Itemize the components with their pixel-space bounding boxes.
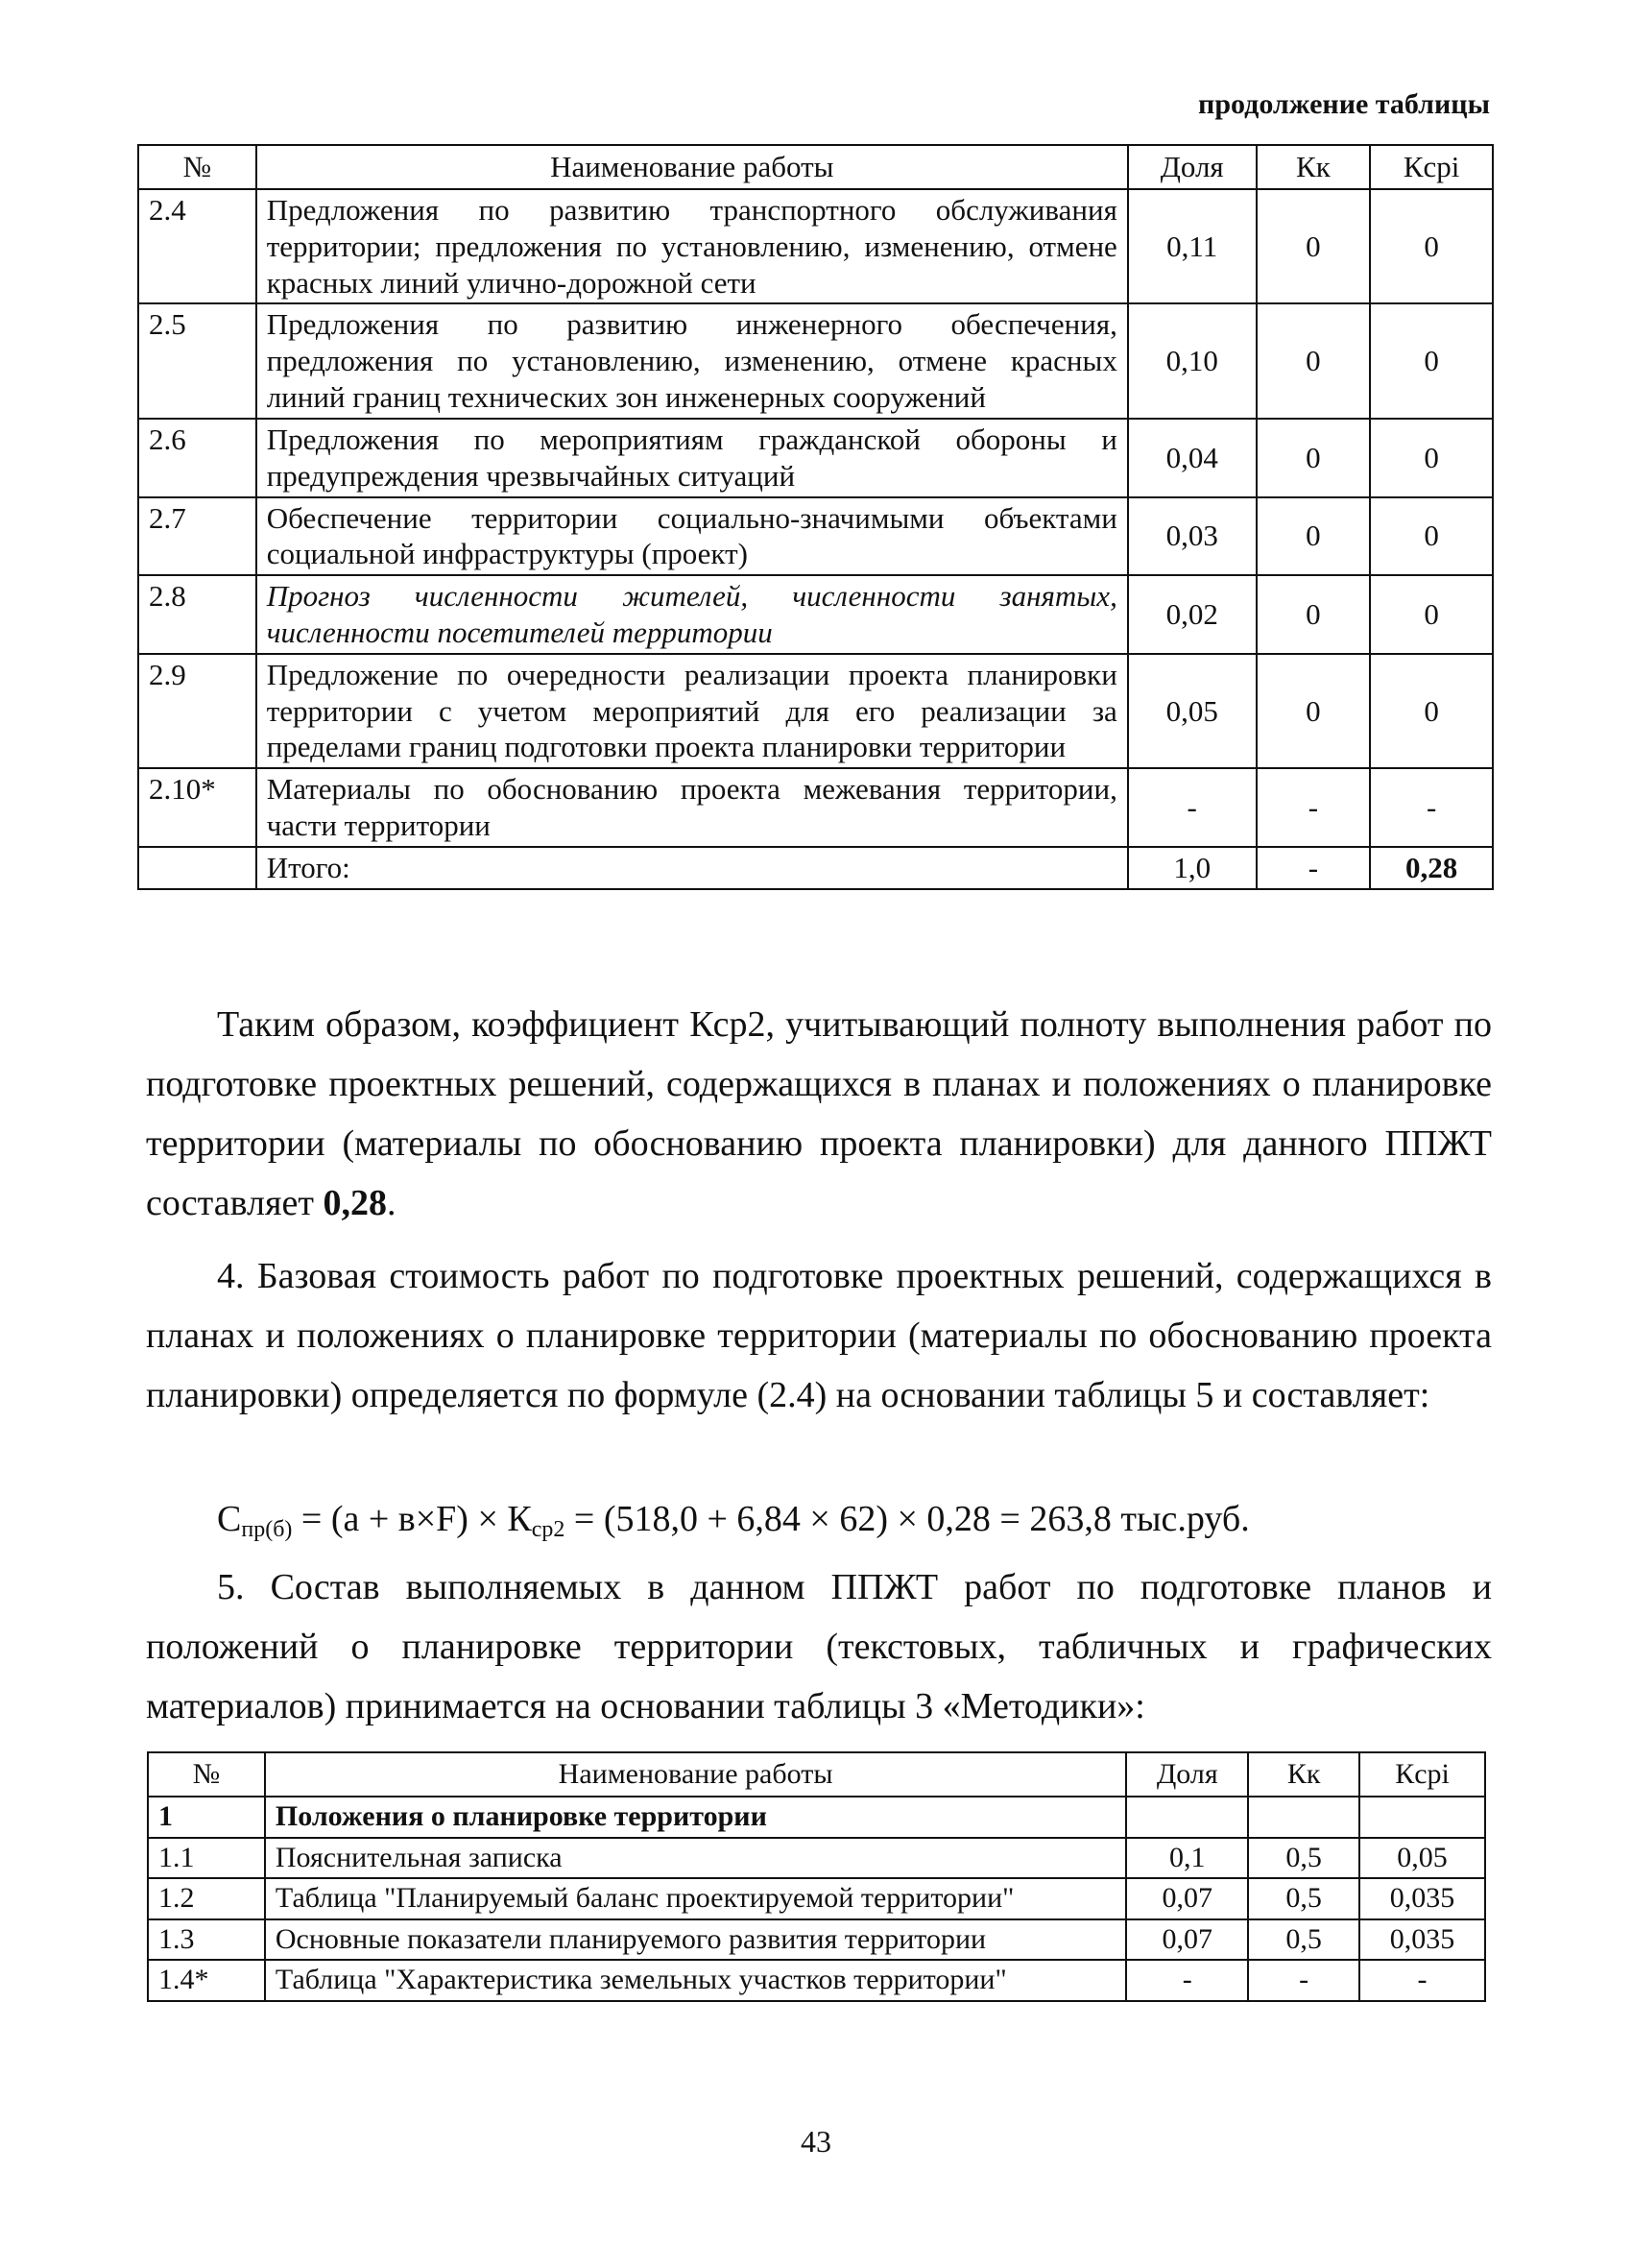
header-share: Доля [1128, 145, 1257, 189]
row-work-name: Обеспечение территории социально-значимыми объектами социальной инфраструктуры (проект) [256, 497, 1128, 576]
section-title: Положения о планировке территории [265, 1797, 1126, 1838]
works-table-continued [137, 144, 1494, 890]
row-number: 2.4 [138, 189, 256, 303]
section-number: 1 [148, 1797, 265, 1838]
row-number: 2.10* [138, 768, 256, 847]
row-kk: 0,5 [1248, 1838, 1359, 1879]
row-work-name: Прогноз численности жителей, численности занятых, численности посетителей территории [256, 575, 1128, 654]
section-kk [1248, 1797, 1359, 1838]
section-row [148, 1797, 1485, 1838]
total-row [138, 847, 1493, 889]
header-kk: Кк [1257, 145, 1371, 189]
table-row [138, 303, 1493, 418]
row-kcpi: 0 [1370, 303, 1493, 418]
header-kk: Кк [1248, 1752, 1359, 1797]
table-row [148, 1960, 1485, 2001]
row-kcpi: 0,035 [1359, 1919, 1485, 1961]
table-row [138, 575, 1493, 654]
paragraph-coefficient-summary: Таким образом, коэффициент Кср2, учитывающий полноту выполнения работ по подготовке проектных решений, содержащихся в планах и положениях о планировке территории (материалы по обоснованию проекта планировки) для данного ППЖТ составляет 0,28. [146, 1004, 1492, 1223]
formula-middle: = (а + в×F) × К [292, 1499, 532, 1539]
coefficient-value: 0,28 [323, 1183, 387, 1223]
row-kk: 0 [1257, 497, 1371, 576]
formula-middle-subscript: ср2 [531, 1517, 565, 1542]
row-share: - [1128, 768, 1257, 847]
row-number: 1.1 [148, 1838, 265, 1879]
row-kk: 0,5 [1248, 1919, 1359, 1961]
row-kk: 0 [1257, 654, 1371, 768]
row-work-name: Предложения по развитию инженерного обеспечения, предложения по установлению, изменению, отмене красных линий границ технических зон инженерных сооружений [256, 303, 1128, 418]
row-share: 0,05 [1128, 654, 1257, 768]
row-kk: - [1248, 1960, 1359, 2001]
row-kcpi: 0,05 [1359, 1838, 1485, 1879]
section-kcpi [1359, 1797, 1485, 1838]
row-number: 2.6 [138, 419, 256, 497]
paragraph-base-cost: 4. Базовая стоимость работ по подготовке проектных решений, содержащихся в планах и положениях о планировке территории (материалы по обоснованию проекта планировки) определяется по формуле (2.4) на основании таблицы 5 и составляет: [146, 1256, 1492, 1415]
header-kcpi: Кcpi [1359, 1752, 1485, 1797]
section-share [1126, 1797, 1248, 1838]
row-work-name: Предложения по развитию транспортного обслуживания территории; предложения по установлению, изменению, отмене красных линий улично-дорожной сети [256, 189, 1128, 303]
table-row [138, 497, 1493, 576]
total-kcpi: 0,28 [1370, 847, 1493, 889]
row-number: 1.3 [148, 1919, 265, 1961]
row-work-name: Предложение по очередности реализации проекта планировки территории с учетом мероприятий для его реализации за пределами границ подготовки проекта планировки территории [256, 654, 1128, 768]
header-number: № [138, 145, 256, 189]
row-kcpi: - [1370, 768, 1493, 847]
table-row [138, 189, 1493, 303]
row-kcpi: - [1359, 1960, 1485, 2001]
total-share: 1,0 [1128, 847, 1257, 889]
total-kk: - [1257, 847, 1371, 889]
row-kcpi: 0 [1370, 497, 1493, 576]
row-share: 0,03 [1128, 497, 1257, 576]
table-row [138, 768, 1493, 847]
row-number: 2.5 [138, 303, 256, 418]
table-row [138, 654, 1493, 768]
row-work-name: Предложения по мероприятиям гражданской обороны и предупреждения чрезвычайных ситуаций [256, 419, 1128, 497]
row-kcpi: 0 [1370, 654, 1493, 768]
row-kk: 0 [1257, 189, 1371, 303]
cost-formula [217, 1498, 1250, 1543]
header-work-name: Наименование работы [256, 145, 1128, 189]
header-kcpi: Кcpi [1370, 145, 1493, 189]
row-share: 0,10 [1128, 303, 1257, 418]
row-kk: 0 [1257, 419, 1371, 497]
header-number: № [148, 1752, 265, 1797]
table-row [148, 1838, 1485, 1879]
row-work-name: Пояснительная записка [265, 1838, 1126, 1879]
row-share: 0,02 [1128, 575, 1257, 654]
continuation-label: продолжение таблицы [1198, 88, 1490, 120]
formula-lhs: С [217, 1499, 242, 1539]
row-number: 2.7 [138, 497, 256, 576]
page-number: 43 [801, 2124, 831, 2159]
row-kcpi: 0,035 [1359, 1878, 1485, 1919]
paragraph-text: Таким образом, коэффициент Кср2, учитывающий полноту выполнения работ по подготовке проектных решений, содержащихся в планах и положениях о планировке территории (материалы по обоснованию проекта планировки) для данного ППЖТ составляет [146, 1004, 1492, 1223]
row-kk: 0 [1257, 575, 1371, 654]
total-number-cell [138, 847, 256, 889]
row-number: 1.4* [148, 1960, 265, 2001]
row-number: 2.9 [138, 654, 256, 768]
total-label: Итого: [256, 847, 1128, 889]
row-share: 0,07 [1126, 1878, 1248, 1919]
row-share: 0,1 [1126, 1838, 1248, 1879]
formula-result: = (518,0 + 6,84 × 62) × 0,28 = 263,8 тыс.руб. [564, 1499, 1250, 1539]
formula-lhs-subscript: пр(б) [241, 1517, 293, 1542]
table-header-row [138, 145, 1493, 189]
row-work-name: Таблица "Характеристика земельных участков территории" [265, 1960, 1126, 2001]
row-share: 0,04 [1128, 419, 1257, 497]
header-work-name: Наименование работы [265, 1752, 1126, 1797]
row-kk: 0,5 [1248, 1878, 1359, 1919]
row-work-name: Таблица "Планируемый баланс проектируемой территории" [265, 1878, 1126, 1919]
row-kcpi: 0 [1370, 419, 1493, 497]
row-work-name: Материалы по обоснованию проекта межевания территории, части территории [256, 768, 1128, 847]
row-kk: - [1257, 768, 1371, 847]
table-header-row [148, 1752, 1485, 1797]
row-kcpi: 0 [1370, 189, 1493, 303]
header-share: Доля [1126, 1752, 1248, 1797]
row-kcpi: 0 [1370, 575, 1493, 654]
table-row [138, 419, 1493, 497]
table-row [148, 1919, 1485, 1961]
row-share: - [1126, 1960, 1248, 2001]
row-number: 1.2 [148, 1878, 265, 1919]
works-table-plans [147, 1751, 1486, 2002]
table-row [148, 1878, 1485, 1919]
row-share: 0,07 [1126, 1919, 1248, 1961]
paragraph-work-composition: 5. Состав выполняемых в данном ППЖТ работ по подготовке планов и положений о планировке территории (текстовых, табличных и графических материалов) принимается на основании таблицы 3 «Методики»: [146, 1567, 1492, 1726]
row-work-name: Основные показатели планируемого развития территории [265, 1919, 1126, 1961]
row-share: 0,11 [1128, 189, 1257, 303]
row-kk: 0 [1257, 303, 1371, 418]
row-number: 2.8 [138, 575, 256, 654]
